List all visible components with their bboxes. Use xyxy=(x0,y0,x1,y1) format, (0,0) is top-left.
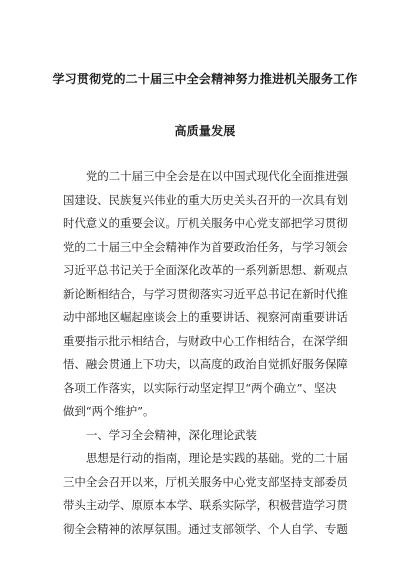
paragraph-line: 动中部地区崛起座谈会上的重要讲话、视察河南重要讲话 xyxy=(63,310,348,324)
document-subtitle: 高质量发展 xyxy=(174,124,236,138)
section-heading: 一、学习全会精神，深化理论武装 xyxy=(86,427,257,442)
paragraph-line: 悟、融会贯通上下功夫，以高度的政治自觉抓好服务保障 xyxy=(63,357,348,371)
paragraph-line: 思想是行动的指南，理论是实践的基础。党的二十届 xyxy=(86,451,348,465)
paragraph-line: 时代意义的重要会议。厅机关服务中心党支部把学习贯彻 xyxy=(63,216,348,230)
paragraph-line: 三中全会召开以来，厅机关服务中心党支部坚持支部委员 xyxy=(63,474,348,489)
paragraph-line: 党的二十届三中全会是在以中国式现代化全面推进强 xyxy=(86,169,348,183)
paragraph-line: 做到“两个维护”。 xyxy=(63,404,155,418)
document-title: 学习贯彻党的二十届三中全会精神努力推进机关服务工作 xyxy=(52,72,358,86)
paragraph-line: 国建设、民族复兴伟业的重大历史关头召开的一次具有划 xyxy=(63,192,348,207)
paragraph-line: 习近平总书记关于全面深化改革的一系列新思想、新观点 xyxy=(63,263,348,277)
paragraph-line: 彻全会精神的浓厚氛围。通过支部领学、个人自学、专题 xyxy=(63,521,348,536)
paragraph-line: 各项工作落实，以实际行动坚定捍卫“两个确立”、坚决 xyxy=(63,380,337,395)
paragraph-line: 新论断相结合，与学习贯彻落实习近平总书记在新时代推 xyxy=(63,286,348,301)
paragraph-line: 带头主动学、原原本本学、联系实际学，积极营造学习贯 xyxy=(63,498,348,512)
document-body xyxy=(63,165,353,541)
paragraph-line: 党的二十届三中全会精神作为首要政治任务，与学习领会 xyxy=(63,239,348,254)
paragraph-line: 重要指示批示相结合，与财政中心工作相结合，在深学细 xyxy=(63,333,348,348)
